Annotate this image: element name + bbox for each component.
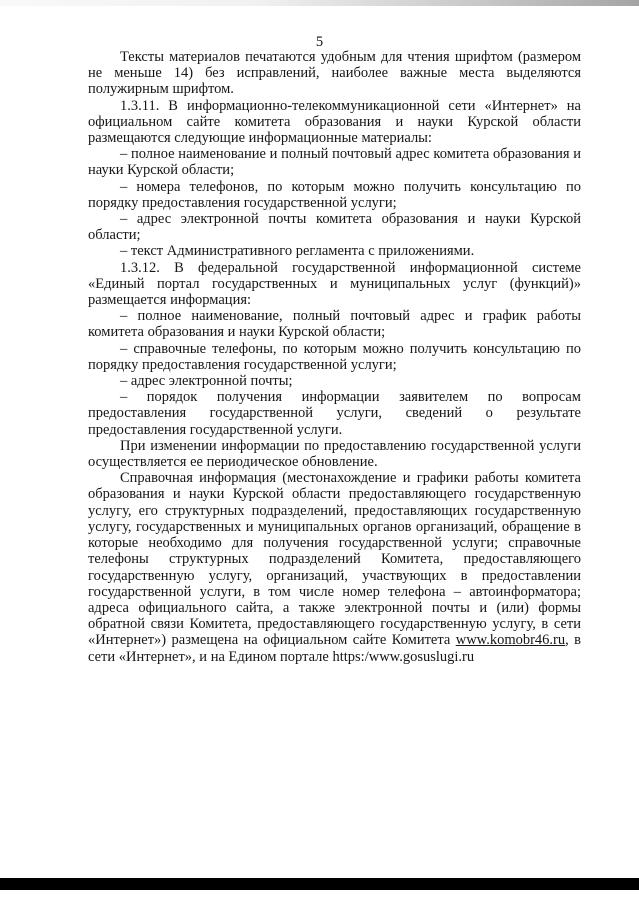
list-item: – адрес электронной почты; bbox=[120, 373, 293, 390]
list-item: – адрес электронной почты комитета образования и науки Курской области; bbox=[88, 211, 581, 244]
scan-edge-top bbox=[0, 0, 639, 6]
reference-text: Справочная информация (местонахождение и графики работы комитета образования и науки Курской области предоставляющего государственную услугу, его структурных подразделений, предоставляющих государственную услугу, государственных и муниципальных органов организаций, обращение в которые необходимо для получения государственной услуги; справочные телефоны структурных подразделений Комитета, предоставляющего государственную услугу, организаций, участвующих в предоставлении государственной услуги, в том числе номер телефона – автоинформатора; адреса официального сайта, а также электронной почты и (или) формы обратной связи Комитета, предоставляющего государственную услугу, в сети «Интернет») размещена на официальном сайте Комитета bbox=[88, 470, 581, 649]
reference-text-tail: , в сети «Интернет», и на Едином портале https:/www.gosuslugi.ru bbox=[88, 632, 582, 665]
paragraph-reference-info bbox=[88, 470, 581, 664]
list-item: – полное наименование, полный почтовый адрес и график работы комитета образования и науки Курской области; bbox=[88, 308, 581, 341]
paragraph-font-requirements: Тексты материалов печатаются удобным для чтения шрифтом (размером не меньше 14) без исправлений, наиболее важные места выделяются полужирным шрифтом. bbox=[88, 49, 581, 98]
scan-edge-bottom bbox=[0, 878, 639, 890]
paragraph-updates: При изменении информации по предоставлению государственной услуги осуществляется ее периодическое обновление. bbox=[88, 437, 581, 471]
paragraph-1-3-12: 1.3.12. В федеральной государственной информационной системе «Единый портал государственных и муниципальных услуг (функций)» размещается информация: bbox=[88, 259, 581, 309]
document-body bbox=[88, 49, 581, 665]
paragraph-1-3-11: 1.3.11. В информационно-телекоммуникационной сети «Интернет» на официальном сайте комитета образования и науки Курской области размещаются следующие информационные материалы: bbox=[88, 97, 581, 147]
page-number: 5 bbox=[315, 34, 324, 50]
list-item: – текст Административного регламента с приложениями. bbox=[120, 243, 475, 260]
list-item: – порядок получения информации заявителем по вопросам предоставления государственной услуги, сведений о результате предоставления государственной услуги. bbox=[88, 389, 581, 438]
list-item: – полное наименование и полный почтовый адрес комитета образования и науки Курской области; bbox=[88, 146, 581, 179]
list-item: – номера телефонов, по которым можно получить консультацию по порядку предоставления государственной услуги; bbox=[88, 178, 581, 211]
komobr-website-link[interactable]: www.komobr46.ru bbox=[455, 632, 566, 649]
list-item: – справочные телефоны, по которым можно получить консультацию по порядку предоставления государственной услуги; bbox=[88, 340, 581, 373]
